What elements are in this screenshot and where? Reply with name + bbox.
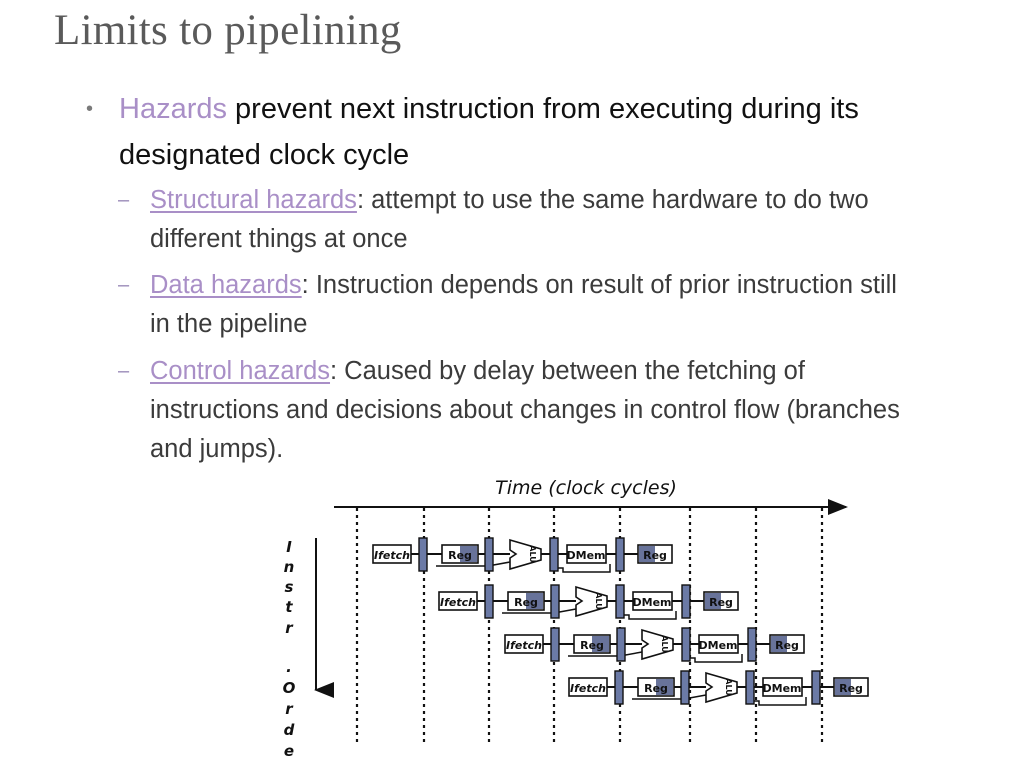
dmem-label: DMem (698, 639, 738, 652)
order-label-letter: . (286, 658, 292, 676)
alu-label: ALU (660, 635, 669, 653)
instruction-row (569, 671, 868, 705)
order-label-letter: n (283, 558, 295, 576)
reg-write-label: Reg (643, 549, 667, 562)
reg-write-label: Reg (709, 596, 733, 609)
instruction-row (505, 628, 804, 662)
hazards-keyword: Hazards (119, 93, 227, 125)
order-label-letter: t (285, 598, 293, 616)
wire (684, 654, 742, 662)
pipeline-latch (681, 671, 689, 704)
wire (618, 611, 676, 619)
bullet-dot-icon: • (86, 98, 94, 120)
time-axis-label: Time (clock cycles) (495, 477, 677, 499)
pipeline-latch (485, 585, 493, 618)
ifetch-label: Ifetch (374, 549, 410, 562)
structural-hazards-link[interactable]: Structural hazards (150, 186, 357, 214)
reg-write-label: Reg (775, 639, 799, 652)
alu-label: ALU (724, 678, 733, 696)
pipeline-latch (682, 585, 690, 618)
data-hazards-text: : Instruction depends on result of prior instruction still in the pipeline (150, 271, 897, 338)
main-bullet-rest: prevent next instruction from executing during its designated clock cycle (119, 93, 859, 171)
dmem-label: DMem (762, 682, 802, 695)
ifetch-label: Ifetch (570, 682, 606, 695)
pipeline-latch (551, 585, 559, 618)
slide-title: Limits to pipelining (54, 7, 402, 54)
order-label-letter: I (286, 538, 292, 556)
structural-hazards-text: : attempt to use the same hardware to do two different things at once (150, 186, 869, 253)
pipeline-latch (616, 585, 624, 618)
dmem-label: DMem (566, 549, 606, 562)
ifetch-label: Ifetch (506, 639, 542, 652)
reg-write-label: Reg (839, 682, 863, 695)
dmem-label: DMem (632, 596, 672, 609)
ifetch-label: Ifetch (440, 596, 476, 609)
control-hazards-text: : Caused by delay between the fetching of instructions and decisions about changes in control flow (branches and jumps). (150, 357, 900, 463)
pipeline-latch (616, 538, 624, 571)
order-label-letter: s (284, 578, 294, 596)
pipeline-latch (812, 671, 820, 704)
dash-icon: – (118, 189, 130, 211)
reg-read-label: Reg (644, 682, 668, 695)
reg-read-label: Reg (448, 549, 472, 562)
order-label-letter: d (283, 721, 295, 739)
reg-read-label: Reg (580, 639, 604, 652)
pipeline-latch (615, 671, 623, 704)
data-hazards-link[interactable]: Data hazards (150, 271, 302, 299)
control-hazards-link[interactable]: Control hazards (150, 357, 331, 385)
alu-label: ALU (594, 592, 603, 610)
order-label-letter: r (285, 700, 293, 718)
order-label-letter: r (285, 619, 293, 637)
pipeline-latch (746, 671, 754, 704)
order-label-letter: e (283, 742, 295, 760)
pipeline-latch (682, 628, 690, 661)
dash-icon: – (118, 360, 130, 382)
pipeline-latch (748, 628, 756, 661)
order-label-letter: O (282, 679, 296, 697)
instruction-order-label (283, 538, 296, 760)
instruction-row (373, 538, 672, 572)
pipeline-latch (485, 538, 493, 571)
pipeline-latch (551, 628, 559, 661)
alu-label: ALU (528, 545, 537, 563)
pipeline-latch (617, 628, 625, 661)
dash-icon: – (118, 274, 130, 296)
reg-read-label: Reg (514, 596, 538, 609)
pipeline-latch (419, 538, 427, 571)
instruction-row (439, 585, 738, 619)
wire (552, 564, 610, 572)
pipeline-latch (550, 538, 558, 571)
